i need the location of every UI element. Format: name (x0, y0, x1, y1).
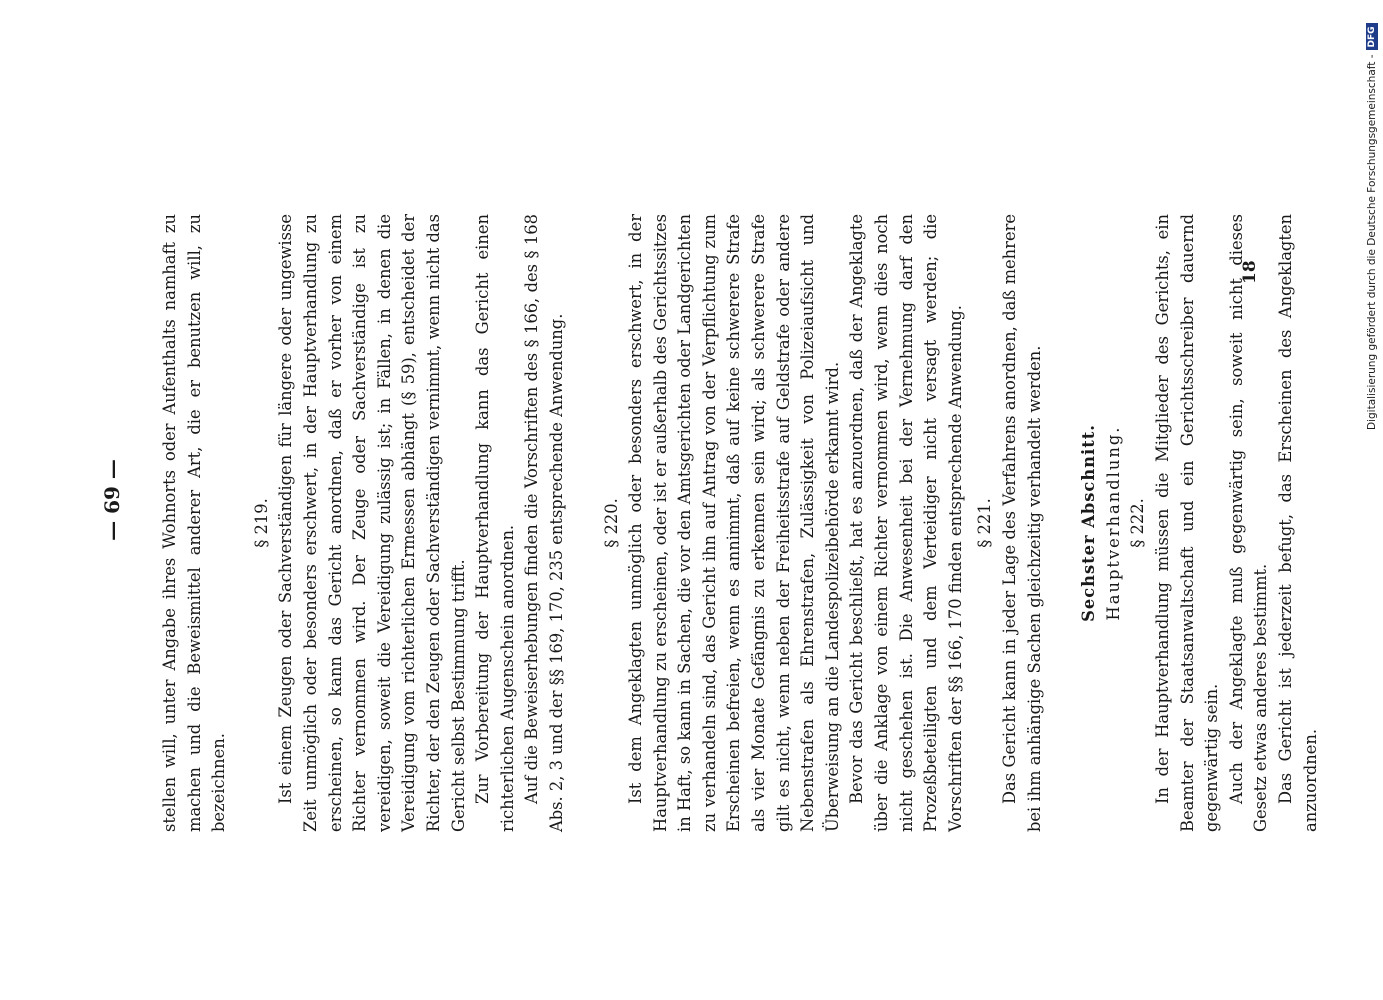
paragraph: Auf die Beweiserhebungen finden die Vorschriften des § 166, des § 168 Abs. 2, 3 und der §§ 169, 170, 235 entsprechende Anwendung. (522, 214, 566, 832)
paragraph: Auch der Angeklagte muß gegenwärtig sein, soweit nicht dieses Gesetz etwas anderes bestimmt. (1226, 214, 1271, 832)
section-number: § 220. (601, 498, 621, 548)
paragraph: Zur Vorbereitung der Hauptverhandlung kann das Gericht einen richterlichen Augenschein anordnen. (473, 214, 517, 832)
chapter-subheading: Hauptverhandlung. (1103, 425, 1123, 621)
section-number: § 222. (1128, 498, 1148, 548)
paragraph: Das Gericht ist jederzeit befugt, das Erscheinen des Angeklagten anzuordnen. (1275, 214, 1320, 832)
digitization-credit (1366, 0, 1378, 430)
signature-mark: 18 (1240, 260, 1260, 284)
chapter-heading: Sechster Abschnitt. (1079, 424, 1099, 622)
paragraph: In der Hauptverhandlung müssen die Mitglieder des Gerichts, ein Beamter der Staatsanwaltschaft und ein Gerichtsschreiber dauernd gegenwärtig sein. (1152, 214, 1222, 832)
dfg-logo: DFG (1366, 23, 1378, 50)
paragraph: stellen will, unter Angabe ihres Wohnorts oder Aufenthalts namhaft zu machen und die Beweismittel anderer Art, die er benutzen will, zu bezeichnen. (160, 214, 229, 832)
paragraph: Ist einem Zeugen oder Sachverständigen für längere oder ungewisse Zeit unmöglich oder besonders erschwert, in der Hauptverhandlung zu erscheinen, so kann das Gericht anordnen, daß er vorher von einem Richter vernommen wird. Der Zeuge oder Sachverständige ist zu vereidigen, soweit die Vereidigung zulässig ist; in Fällen, in denen die Vereidigung vom richterlichen Ermessen abhängt (§ 59), entscheidet der Richter, der den Zeugen oder Sachverständigen vernimmt, wenn nicht das Gericht selbst Bestimmung trifft. (276, 214, 468, 832)
page-header: — 69 — (100, 459, 124, 541)
page-body (158, 214, 1323, 832)
paragraph: Das Gericht kann in jeder Lage des Verfahrens anordnen, daß mehrere bei ihm anhängige Sachen gleichzeitig verhandelt werden. (1000, 214, 1044, 832)
credit-text: Digitalisierung gefördert durch die Deutsche Forschungsgemeinschaft - (1366, 54, 1378, 430)
paragraph: Bevor das Gericht beschließt, hat es anzuordnen, daß der Angeklagte über die Anklage von einem Richter vernommen wird, wenn dies noch nicht geschehen ist. Die Anwesenheit bei der Vernehmung darf den Prozeßbeteiligten und dem Verteidiger nicht versagt werden; die Vorschriften der §§ 166, 170 finden entsprechende Anwendung. (847, 214, 965, 832)
paragraph: Ist dem Angeklagten unmöglich oder besonders erschwert, in der Hauptverhandlung zu erscheinen, oder ist er außerhalb des Gerichtssitzes in Haft, so kann in Sachen, die vor den Amtsgerichten oder Landgerichten zu verhandeln sind, das Gericht ihn auf Antrag von der Verpflichtung zum Erscheinen befreien, wenn es annimmt, daß auf keine schwerere Strafe als vier Monate Gefängnis zu erkennen sein wird; als schwerere Strafe gilt es nicht, wenn neben der Freiheitsstrafe auf Geldstrafe oder andere Nebenstrafen als Ehrenstrafen, Zulässigkeit von Polizeiaufsicht und Überweisung an die Landespolizeibehörde erkannt wird. (626, 214, 842, 832)
section-number: § 221. (975, 498, 995, 548)
section-number: § 219. (251, 498, 271, 548)
